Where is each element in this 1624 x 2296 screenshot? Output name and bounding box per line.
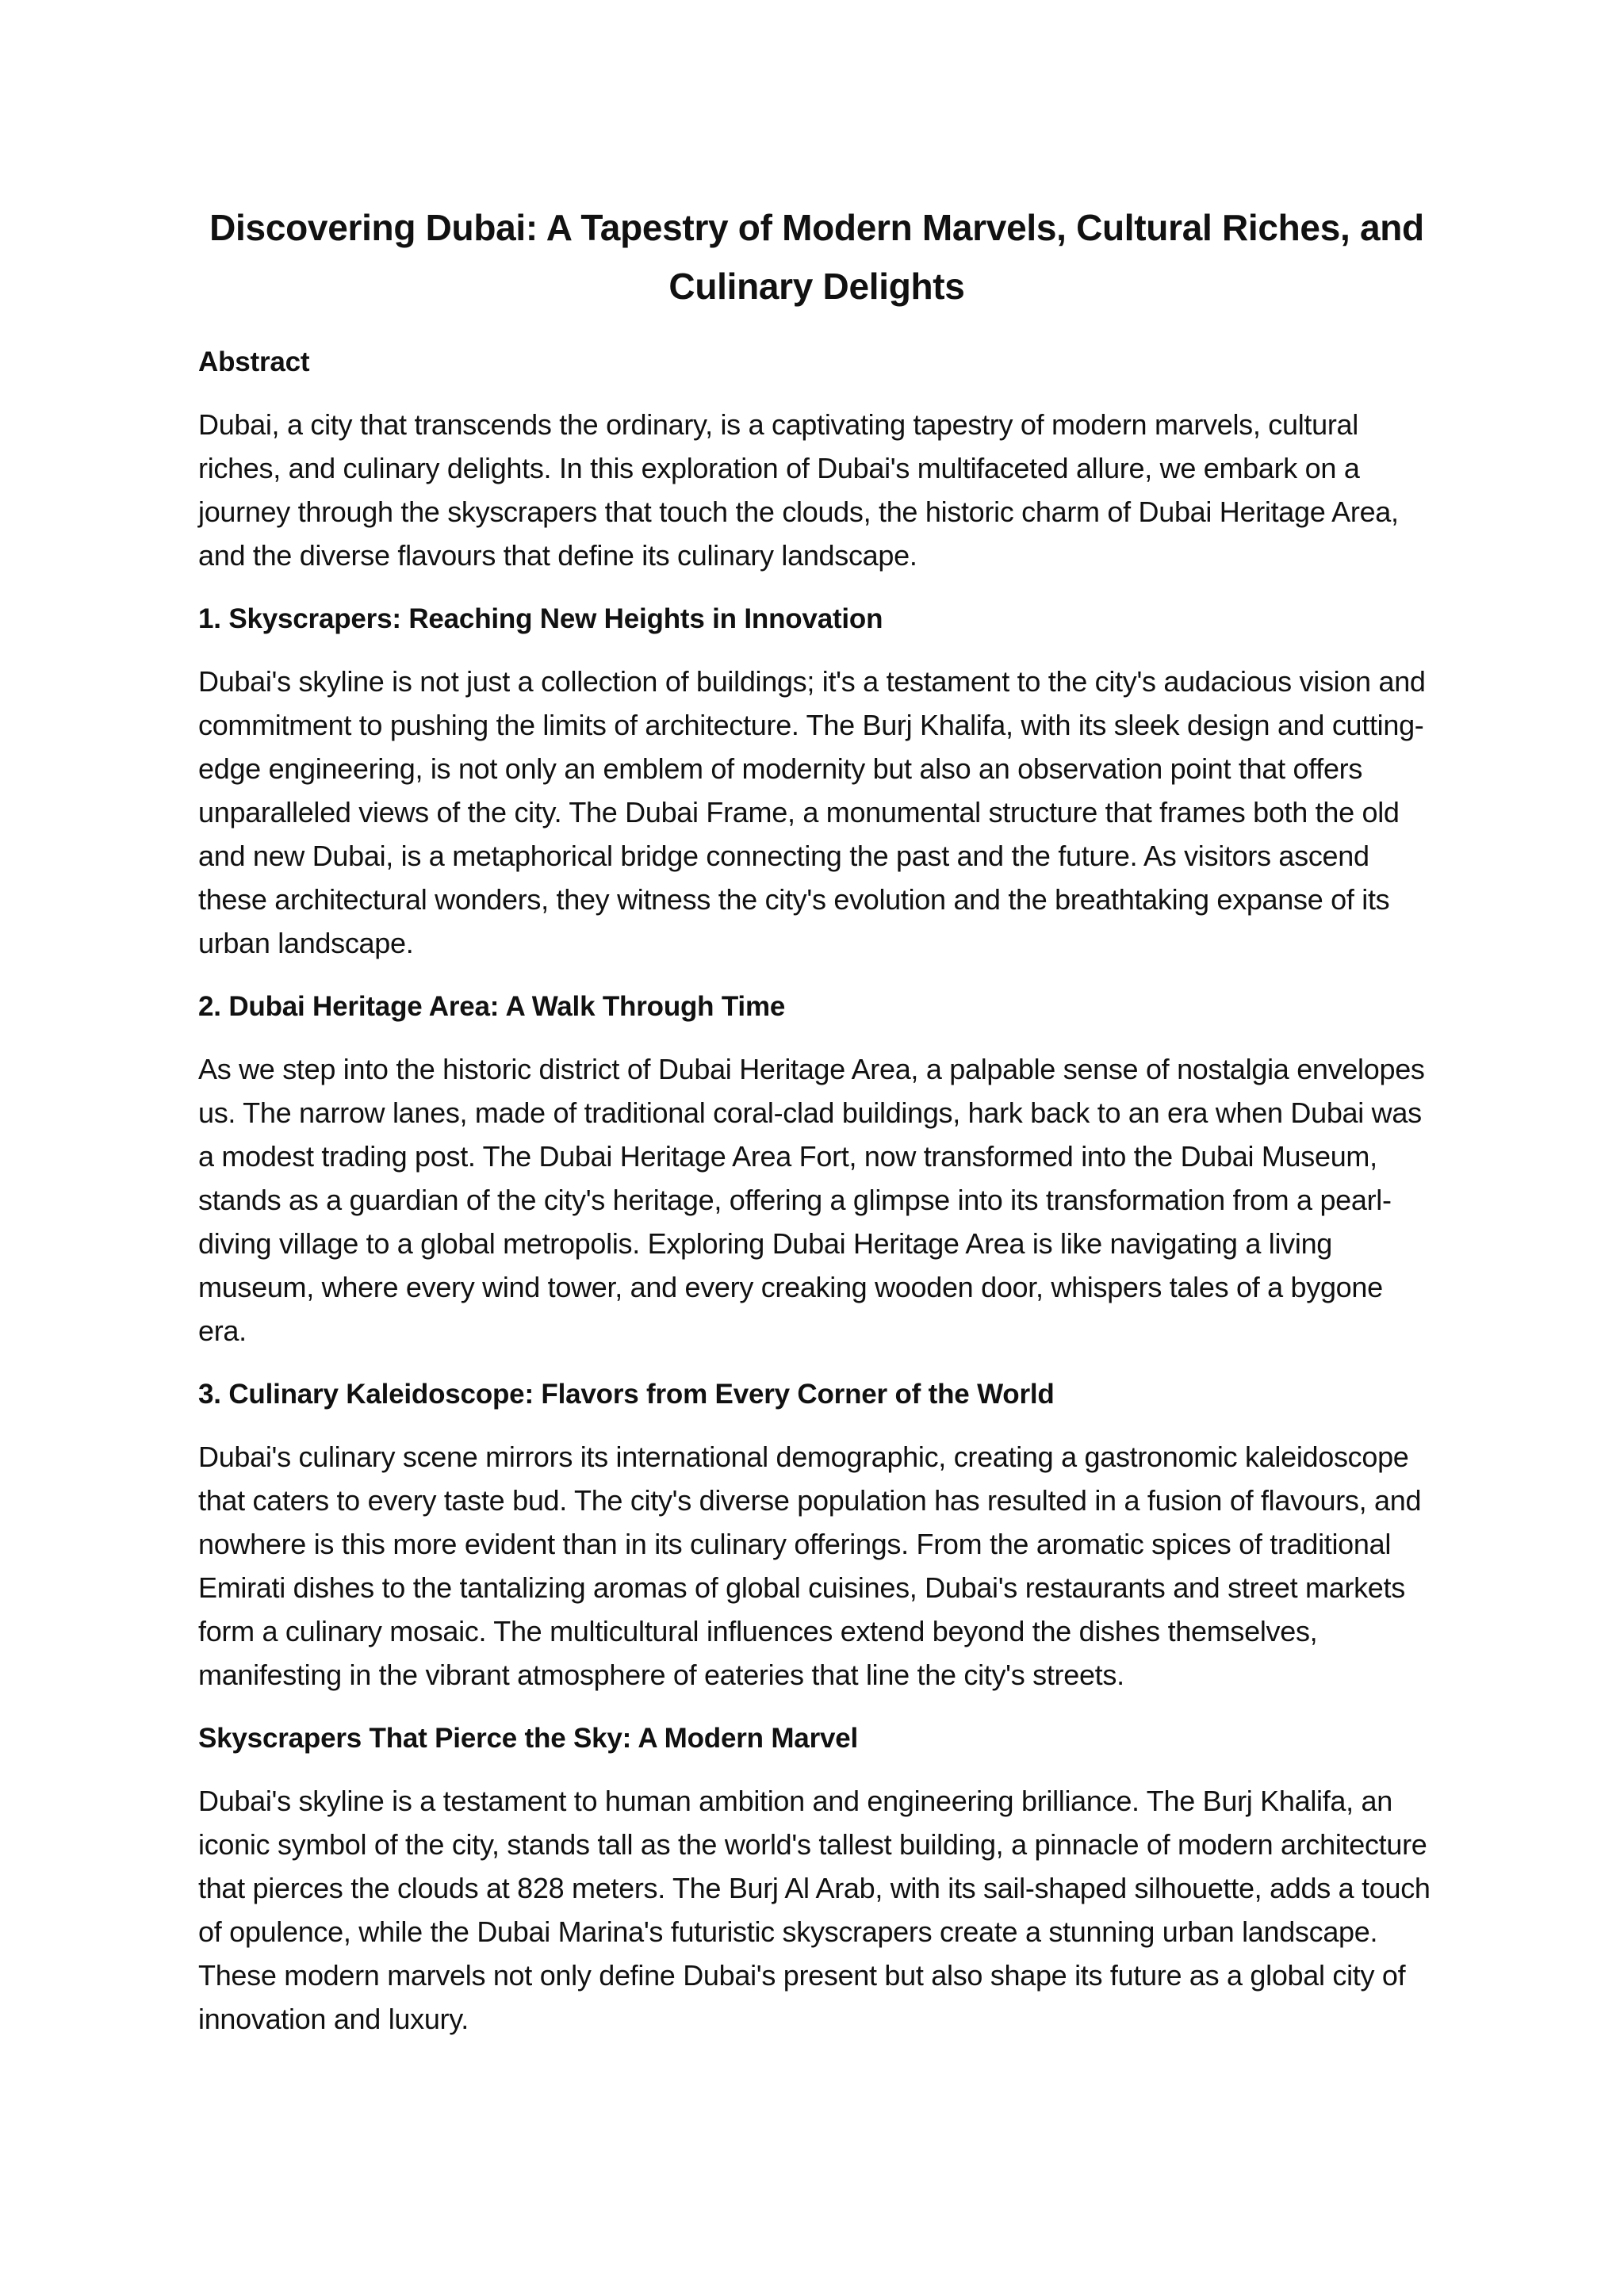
section-heading-modern-marvel: Skyscrapers That Pierce the Sky: A Modern Marvel xyxy=(198,1723,859,1754)
section-heading-heritage: 2. Dubai Heritage Area: A Walk Through Time xyxy=(198,991,786,1022)
abstract-paragraph: Dubai, a city that transcends the ordinary, is a captivating tapestry of modern marvels, cultural riches, and culinary delights. In this exploration of Dubai's multifaceted allure, we embark on a journey through the skyscrapers that touch the clouds, the historic charm of Dubai Heritage Area, and the diverse flavours that define its culinary landscape. xyxy=(198,408,1399,572)
section-heading-skyscrapers: 1. Skyscrapers: Reaching New Heights in Innovation xyxy=(198,603,883,634)
section-paragraph-heritage: As we step into the historic district of Dubai Heritage Area, a palpable sense of nostalgia envelopes us. The narrow lanes, made of traditional coral-clad buildings, hark back to an era when Dubai was a modest trading post. The Dubai Heritage Area Fort, now transformed into the Dubai Museum, stands as a guardian of the city's heritage, offering a glimpse into its transformation from a pearl-diving village to a global metropolis. Exploring Dubai Heritage Area is like navigating a living museum, where every wind tower, and every creaking wooden door, whispers tales of a bygone era. xyxy=(198,1053,1425,1347)
section-paragraph-modern-marvel: Dubai's skyline is a testament to human ambition and engineering brilliance. The Burj Khalifa, an iconic symbol of the city, stands tall as the world's tallest building, a pinnacle of modern architecture that pierces the clouds at 828 meters. The Burj Al Arab, with its sail-shaped silhouette, adds a touch of opulence, while the Dubai Marina's futuristic skyscrapers create a stunning urban landscape. These modern marvels not only define Dubai's present but also shape its future as a global city of innovation and luxury. xyxy=(198,1785,1431,2035)
section-paragraph-skyscrapers: Dubai's skyline is not just a collection of buildings; it's a testament to the city's audacious vision and commitment to pushing the limits of architecture. The Burj Khalifa, with its sleek design and cutting-edge engineering, is not only an emblem of modernity but also an observation point that offers unparalleled views of the city. The Dubai Frame, a monumental structure that frames both the old and new Dubai, is a metaphorical bridge connecting the past and the future. As visitors ascend these architectural wonders, they witness the city's evolution and the breathtaking expanse of its urban landscape. xyxy=(198,665,1426,959)
document-page xyxy=(198,198,1435,2041)
section-heading-culinary: 3. Culinary Kaleidoscope: Flavors from Every Corner of the World xyxy=(198,1379,1055,1410)
section-paragraph-culinary: Dubai's culinary scene mirrors its international demographic, creating a gastronomic kaleidoscope that caters to every taste bud. The city's diverse population has resulted in a fusion of flavours, and nowhere is this more evident than in its culinary offerings. From the aromatic spices of traditional Emirati dishes to the tantalizing aromas of global cuisines, Dubai's restaurants and street markets form a culinary mosaic. The multicultural influences extend beyond the dishes themselves, manifesting in the vibrant atmosphere of eateries that line the city's streets. xyxy=(198,1441,1422,1691)
document-title: Discovering Dubai: A Tapestry of Modern Marvels, Cultural Riches, and Culinary Delights xyxy=(209,207,1424,307)
abstract-heading: Abstract xyxy=(198,346,310,377)
